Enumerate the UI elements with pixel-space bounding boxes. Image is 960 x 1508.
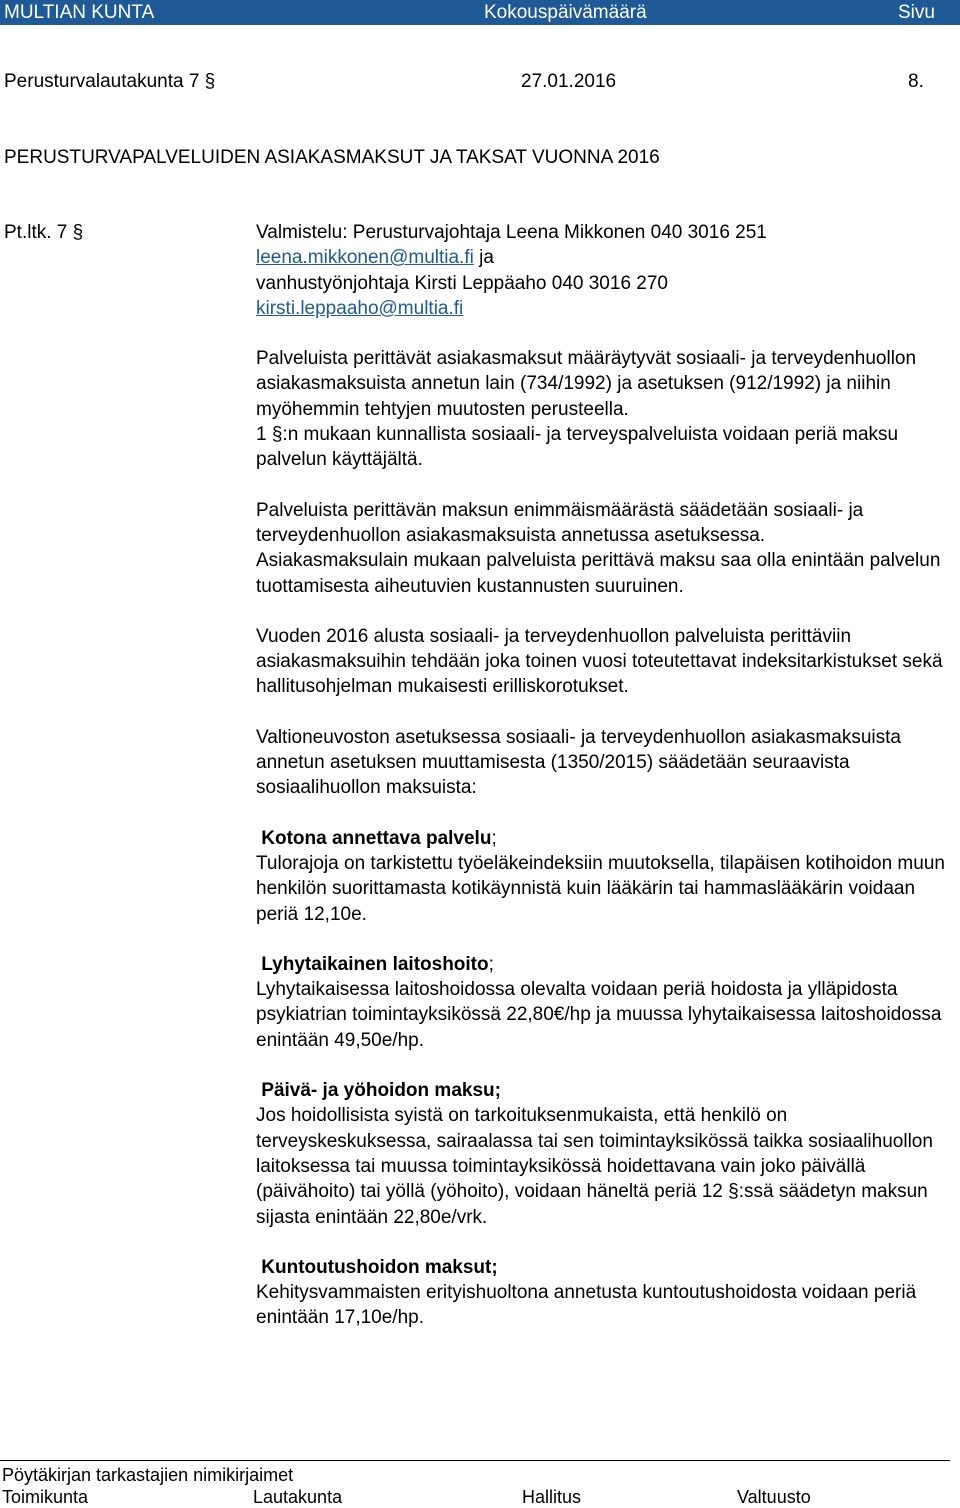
meeting-page: 8. [908,71,924,92]
document-body [256,220,956,1331]
email-link-mikkonen[interactable]: leena.mikkonen@multia.fi [256,247,474,269]
footer-column-committee: Toimikunta [2,1487,89,1507]
co-preparer-line: vanhustyönjohtaja Kirsti Leppäaho 040 3016 270 [256,272,668,294]
paragraph-max-fee: Palveluista perittävän maksun enimmäismäärästä säädetään sosiaali- ja terveydenhuollon asiakasmaksuista annetussa asetuksessa. [256,499,864,546]
section-heading-day-night-care: Päivä- ja yöhoidon maksu; [261,1080,501,1102]
section-heading-short-term-care: Lyhytaikainen laitoshoito; [261,953,494,975]
paragraph-legal-basis: Palveluista perittävät asiakasmaksut määräytyvät sosiaali- ja terveydenhuollon asiakasmaksuista annetun lain (734/1992) ja asetuksen (912/1992) ja niihin myöhemmin tehtyjen muutosten perusteella. [256,348,917,420]
header-page-label: Sivu [898,2,935,23]
paragraph-section-1: 1 §:n mukaan kunnallista sosiaali- ja terveyspalveluista voidaan periä maksu palvelun käyttäjältä. [256,424,899,471]
section-text-short-term-care: Lyhytaikaisessa laitoshoidossa olevalta voidaan periä hoidosta ja ylläpidosta psykiatrian toimintayksikössä 22,80€/hp ja muussa lyhytaikaisessa laitoshoidossa enintään 49,50e/hp. [256,979,942,1051]
document-title: PERUSTURVAPALVELUIDEN ASIAKASMAKSUT JA TAKSAT VUONNA 2016 [4,147,660,168]
paragraph-fee-limit: Asiakasmaksulain mukaan palveluista perittävä maksu saa olla enintään palvelun tuottamisesta aiheutuvien kustannusten suuruinen. [256,550,941,597]
section-text-rehabilitation: Kehitysvammaisten erityishuoltona annetusta kuntoutushoidosta voidaan periä enintään 17,10e/hp. [256,1282,917,1329]
section-heading-rehabilitation: Kuntoutushoidon maksut; [261,1256,498,1278]
footer-divider [0,1460,950,1461]
co-preparer-email-line [256,296,956,321]
preparer-line: Valmistelu: Perusturvajohtaja Leena Mikkonen 040 3016 251 [256,222,767,243]
email-link-leppaaho[interactable]: kirsti.leppaaho@multia.fi [256,297,464,319]
footer-column-government: Hallitus [522,1487,582,1507]
meeting-date: 27.01.2016 [521,71,617,92]
footer-signature-label: Pöytäkirjan tarkastajien nimikirjaimet [2,1465,294,1485]
header-municipality: MULTIAN KUNTA [4,2,155,23]
meeting-body: Perusturvalautakunta 7 § [4,71,216,92]
item-label: Pt.ltk. 7 § [4,222,84,243]
section-text-day-night-care: Jos hoidollisista syistä on tarkoituksenmukaista, että henkilö on terveyskeskuksessa, sairaalassa tai sen toimintayksikössä taikka sosiaalihuollon laitoksessa tai muussa toimintayksikössä hoidettavana vain joko päivällä (päivähoito) tai yöllä (yöhoito), voidaan häneltä periä 12 §:ssä säädetyn maksun sijasta enintään 22,80e/vrk. [256,1105,933,1228]
paragraph-decree: Valtioneuvoston asetuksessa sosiaali- ja terveydenhuollon asiakasmaksuista annetun asetuksen muuttamisesta (1350/2015) säädetään seuraavista sosiaalihuollon maksuista: [256,726,901,799]
header-date-label: Kokouspäivämäärä [484,2,647,23]
footer-column-council: Valtuusto [737,1487,811,1507]
preparer-email-line: leena.mikkonen@multia.fi ja [256,247,494,269]
footer-column-board: Lautakunta [253,1487,343,1507]
section-heading-home-care: Kotona annettava palvelu; [261,827,497,849]
paragraph-index-revision: Vuoden 2016 alusta sosiaali- ja terveydenhuollon palveluista perittäviin asiakasmaksuihin tehdään joka toinen vuosi toteutettavat indeksitarkistukset sekä hallitusohjelman mukaisesti erilliskorotukset. [256,625,943,698]
section-text-home-care: Tulorajoja on tarkistettu työeläkeindeksiin muutoksella, tilapäisen kotihoidon muun henkilön suorittamasta kotikäynnistä kuin lääkärin tai hammaslääkärin voidaan periä 12,10e. [256,852,945,925]
